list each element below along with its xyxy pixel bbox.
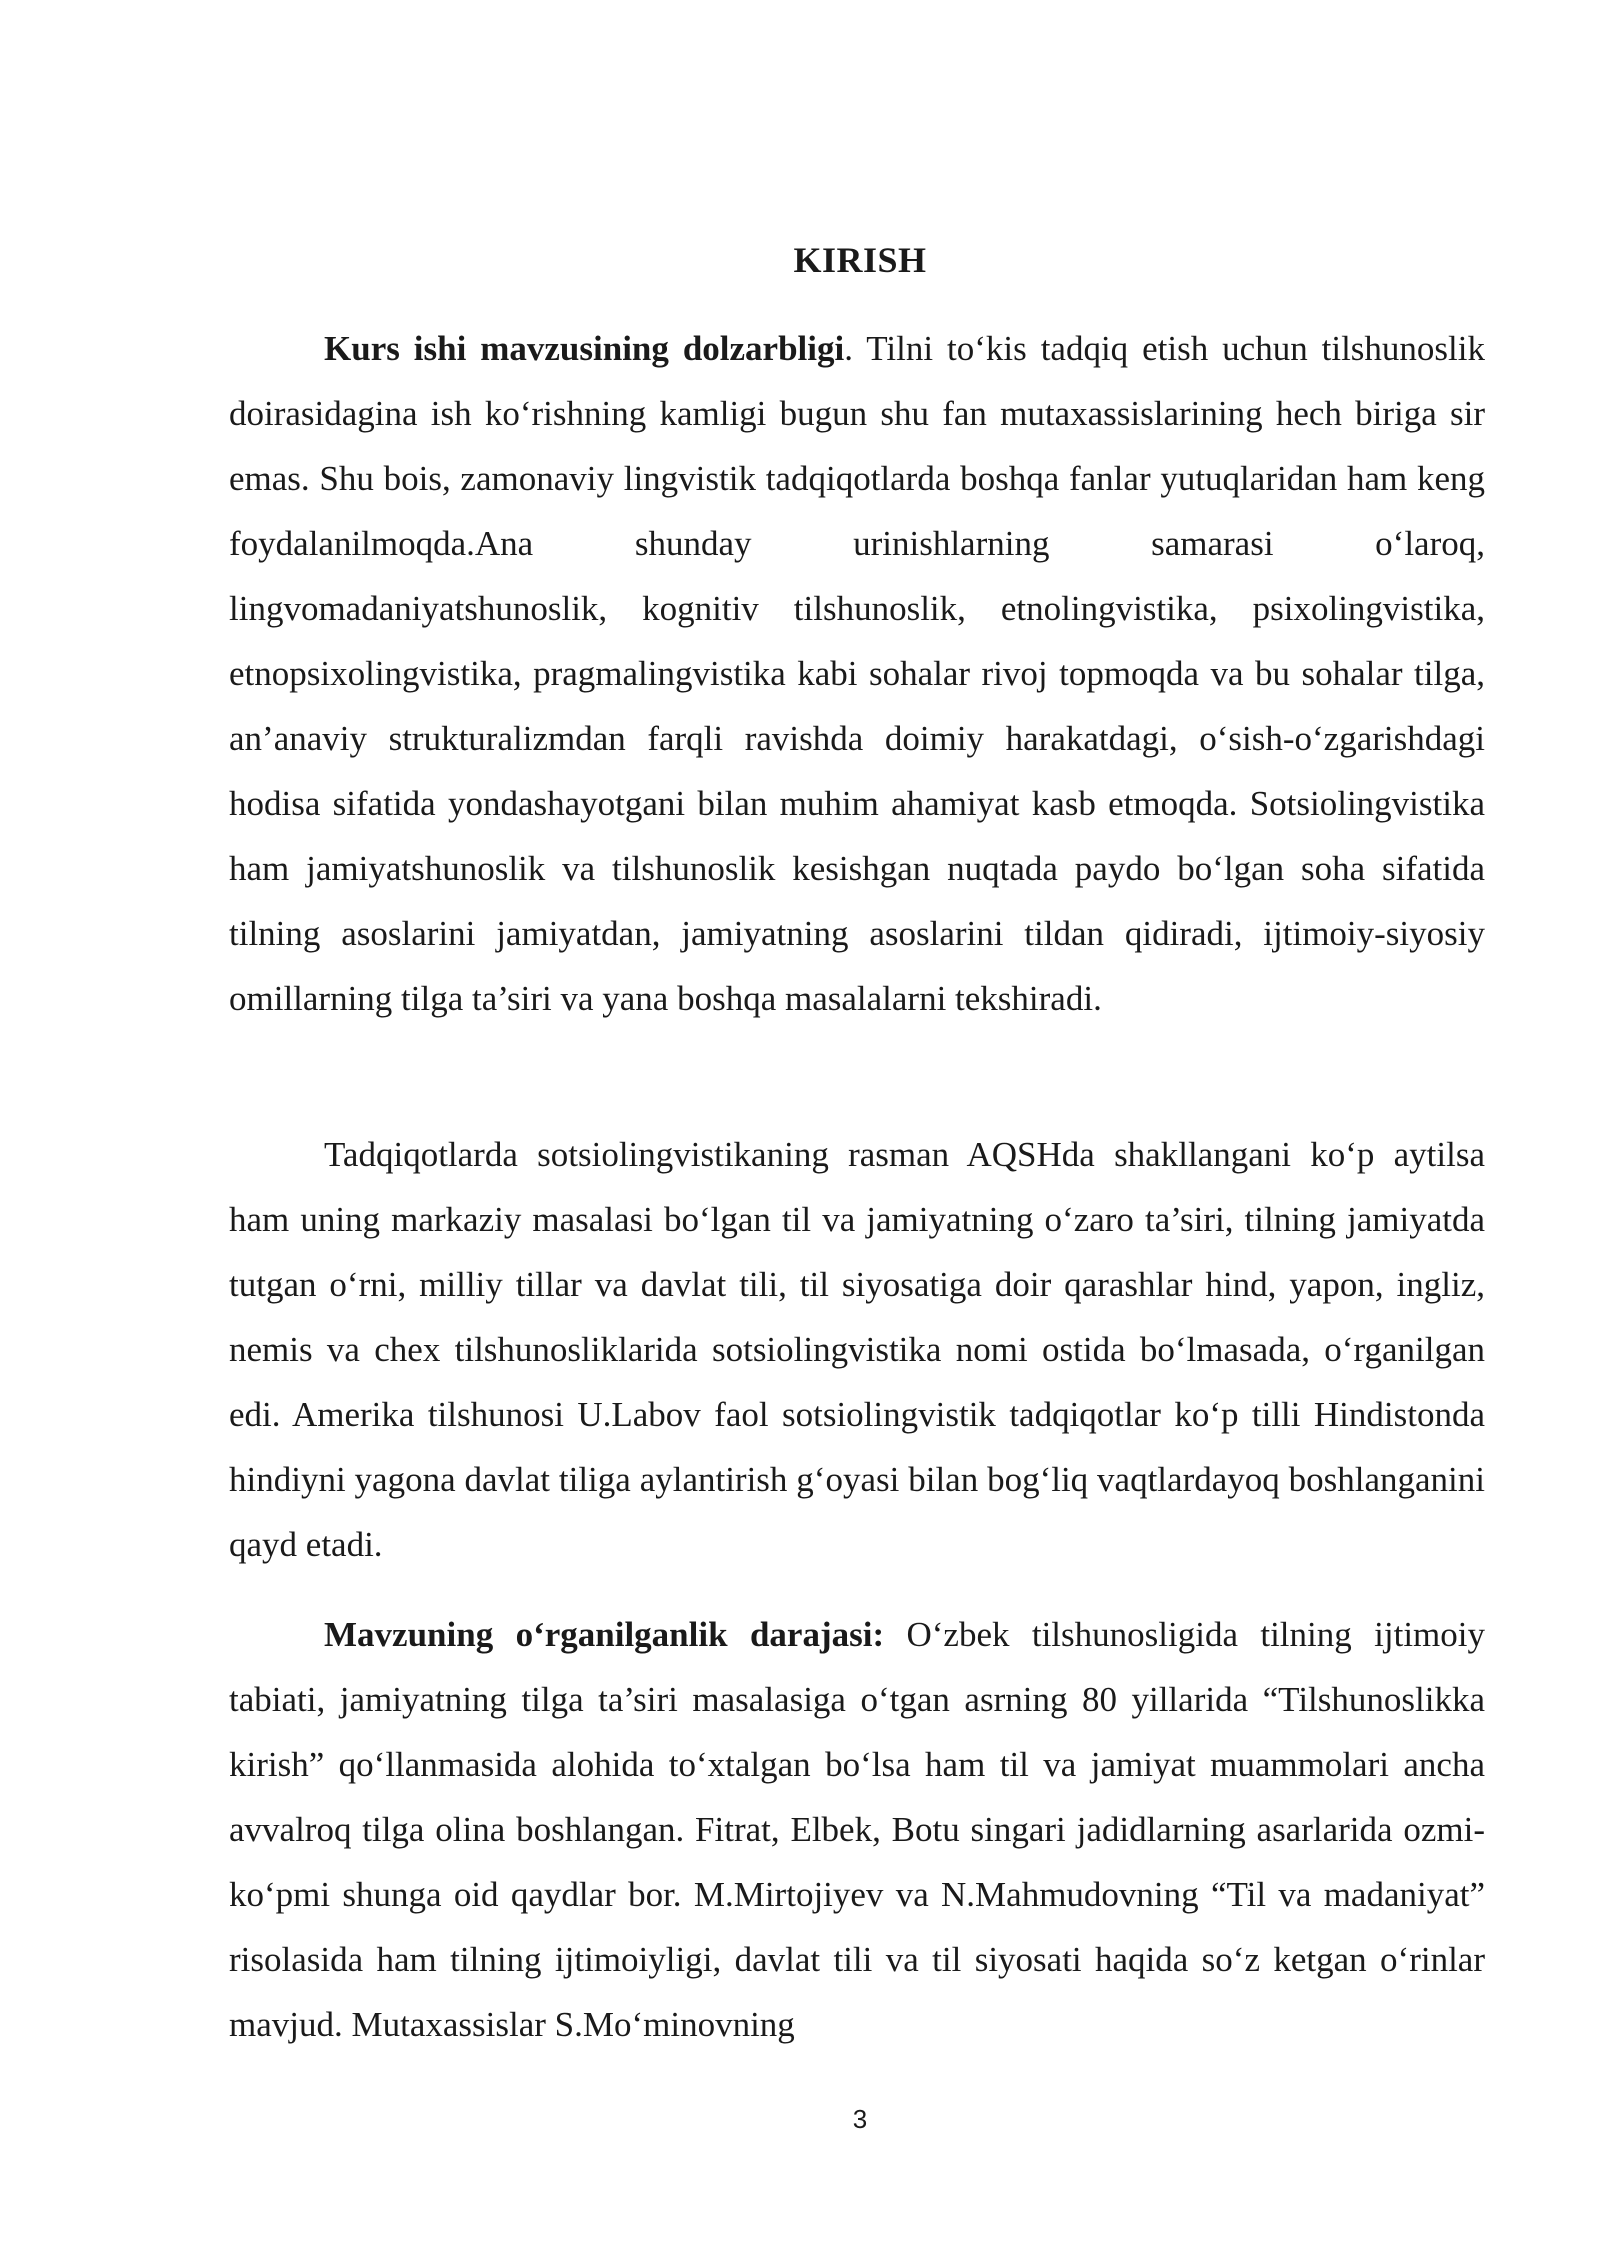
- paragraph-text-research-history: Tadqiqotlarda sotsiolingvistikaning rasman AQSHda shakllangani ko‘p aytilsa ham uning markaziy masalasi bo‘lgan til va jamiyatning o‘zaro ta’siri, tilning jamiyatda tutgan o‘rni, milliy tillar va davlat tili, til siyosatiga doir qarashlar hind, yapon, ingliz, nemis va chex tilshunosliklarida sotsiolingvistika nomi ostida bo‘lmasada, o‘rganilgan edi. Amerika tilshunosi U.Labov faol sotsiolingvistik tadqiqotlar ko‘p tilli Hindistonda hindiyni yagona davlat tiliga aylantirish g‘oyasi bilan bog‘liq vaqtlardayoq boshlanganini qayd etadi.: [229, 1135, 1485, 1564]
- paragraph-heading-study-level: Mavzuning o‘rganilganlik darajasi:: [324, 1615, 885, 1654]
- page-number: 3: [852, 2104, 868, 2134]
- section-title: KIRISH: [793, 240, 927, 280]
- paragraph-text-study-level: O‘zbek tilshunosligida tilning ijtimoiy tabiati, jamiyatning tilga ta’siri masalasiga o‘tgan asrning 80 yillarida “Tilshunoslikka kirish” qo‘llanmasida alohida to‘xtalgan bo‘lsa ham til va jamiyat muammolari ancha avvalroq tilga olina boshlangan. Fitrat, Elbek, Botu singari jadidlarning asarlarida ozmi-ko‘pmi shunga oid qaydlar bor. M.Mirtojiyev va N.Mahmudovning “Til va madaniyat” risolasida ham tilning ijtimoiyligi, davlat tili va til siyosati haqida so‘z ketgan o‘rinlar mavjud. Mutaxassislar S.Mo‘minovning: [229, 1615, 1485, 2044]
- paragraph-heading-relevance: Kurs ishi mavzusining dolzarbligi: [324, 329, 845, 368]
- paragraph-text-relevance: . Tilni to‘kis tadqiq etish uchun tilshunoslik doirasidagina ish ko‘rishning kamligi bugun shu fan mutaxassislarining hech biriga sir emas. Shu bois, zamonaviy lingvistik tadqiqotlarda boshqa fanlar yutuqlaridan ham keng foydalanilmoqda.Ana shunday urinishlarning samarasi o‘laroq, lingvomadaniyatshunoslik, kognitiv tilshunoslik, etnolingvistika, psixolingvistika, etnopsixolingvistika, pragmalingvistika kabi sohalar rivoj topmoqda va bu sohalar tilga, an’anaviy strukturalizmdan farqli ravishda doimiy harakatdagi, o‘sish-o‘zgarishdagi hodisa sifatida yondashayotgani bilan muhim ahamiyat kasb etmoqda. Sotsiolingvistika ham jamiyatshunoslik va tilshunoslik kesishgan nuqtada paydo bo‘lgan soha sifatida tilning asoslarini jamiyatdan, jamiyatning asoslarini tildan qidiradi, ijtimoiy-siyosiy omillarning tilga ta’siri va yana boshqa masalalarni tekshiradi.: [229, 329, 1485, 1018]
- paragraph-research-history: [229, 1122, 1485, 1577]
- paragraph-relevance: [229, 316, 1485, 1031]
- paragraph-study-level: [229, 1602, 1485, 2057]
